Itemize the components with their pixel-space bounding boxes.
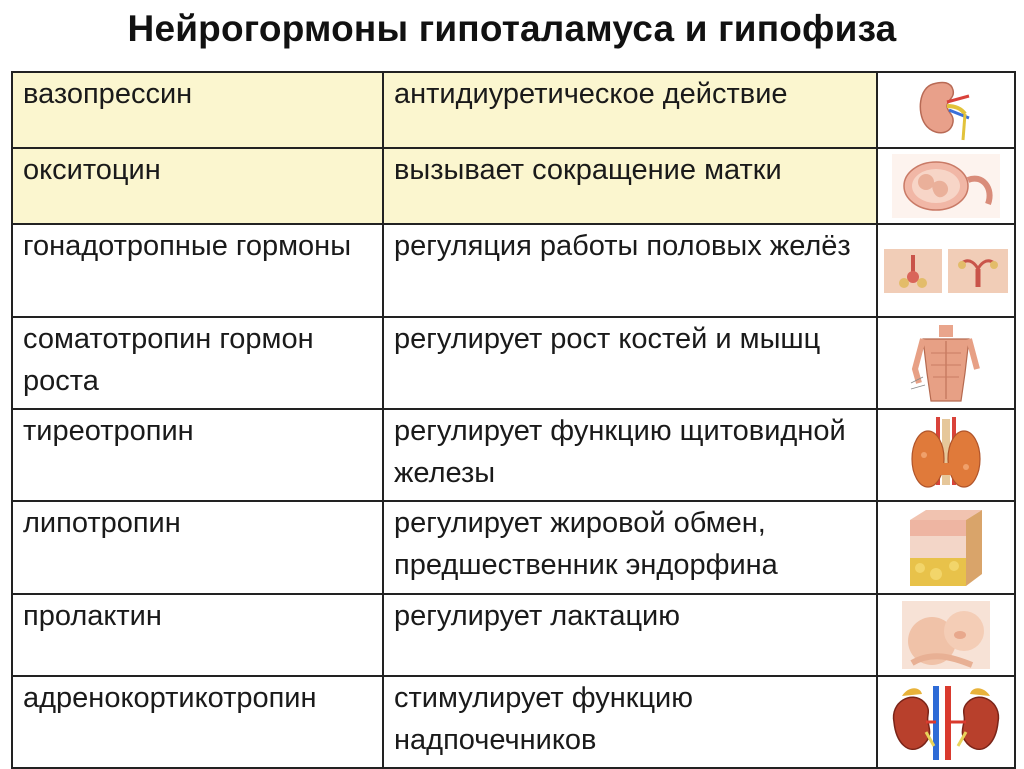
reproductive-organs-icon xyxy=(884,247,1008,295)
table-row xyxy=(12,317,1015,409)
hormone-name: пролактин xyxy=(12,594,383,676)
illustration-cell xyxy=(877,409,1015,501)
hormone-name: вазопрессин xyxy=(12,72,383,148)
hormone-effect: вызывает сокращение матки xyxy=(383,148,877,224)
table-row xyxy=(12,594,1015,676)
table-row xyxy=(12,72,1015,148)
hormone-name: окситоцин xyxy=(12,148,383,224)
hormones-table xyxy=(11,71,1016,769)
hormone-effect: регулирует функцию щитовидной железы xyxy=(383,409,877,501)
illustration-cell xyxy=(877,501,1015,594)
torso-muscles-icon xyxy=(909,323,983,403)
hormone-effect: антидиуретическое действие xyxy=(383,72,877,148)
hormone-name: соматотропин гормон роста xyxy=(12,317,383,409)
illustration-cell xyxy=(877,594,1015,676)
kidney-icon xyxy=(911,78,981,142)
hormone-effect: регулирует жировой обмен, предшественник эндорфина xyxy=(383,501,877,594)
page-title: Нейрогормоны гипоталамуса и гипофиза xyxy=(127,8,897,49)
hormone-name: тиреотропин xyxy=(12,409,383,501)
illustration-cell xyxy=(877,148,1015,224)
hormone-effect: регуляция работы половых желёз xyxy=(383,224,877,317)
hormone-name: липотропин xyxy=(12,501,383,594)
thyroid-gland-icon xyxy=(908,415,984,495)
nursing-baby-icon xyxy=(902,601,990,669)
skin-fat-layer-icon xyxy=(906,508,986,588)
hormone-effect: регулирует лактацию xyxy=(383,594,877,676)
uterus-fetus-icon xyxy=(892,154,1000,218)
kidneys-adrenal-icon xyxy=(886,682,1006,762)
hormone-effect: регулирует рост костей и мышц xyxy=(383,317,877,409)
hormone-effect: стимулирует функцию надпочечников xyxy=(383,676,877,768)
illustration-cell xyxy=(877,676,1015,768)
hormone-name: адренокортикотропин xyxy=(12,676,383,768)
table-row xyxy=(12,409,1015,501)
illustration-cell xyxy=(877,72,1015,148)
illustration-cell xyxy=(877,317,1015,409)
illustration-cell xyxy=(877,224,1015,317)
table-row xyxy=(12,224,1015,317)
table-row xyxy=(12,501,1015,594)
table-row xyxy=(12,148,1015,224)
table-row xyxy=(12,676,1015,768)
hormone-name: гонадотропные гормоны xyxy=(12,224,383,317)
